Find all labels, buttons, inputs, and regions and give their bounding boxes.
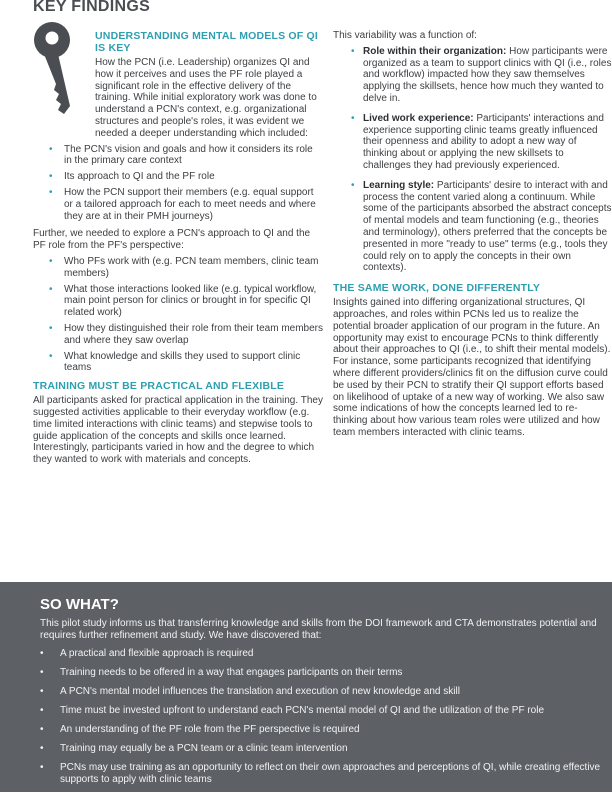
right-column (333, 30, 612, 443)
para-mental-models: How the PCN (i.e. Leadership) organizes QI and how it perceives and uses the PF role played a significant role in the effective delivery of the training. While initial exploratory work was done to understand a PCN's context, e.g. organizational structures and people's roles, it was evident we needed a deeper understanding which included: (95, 57, 317, 139)
para-pf-perspective: Further, we needed to explore a PCN's approach to QI and the PF role from the PF's perspective: (33, 228, 311, 252)
list-item: • PCNs may use training as an opportunity to reflect on their own approaches and perceptions of QI, while creating effective supports to apply with clinic teams (40, 762, 612, 785)
list-item: • Role within their organization: How participants were organized as a team to support clinics with QI (i.e., roles and workflow) impacted how they saw themselves applying the skillsets, hence how much they wanted to delve in. (333, 46, 612, 105)
list-item: • How they distinguished their role from their team members and where they saw overlap (33, 323, 323, 347)
heading-practical: TRAINING MUST BE PRACTICAL AND FLEXIBLE (33, 380, 285, 393)
list-item: • How the PCN support their members (e.g. equal support or a tailored approach for each to meet needs and where they are at in their PMH journeys) (33, 187, 323, 222)
list-pcn-understanding (33, 144, 323, 223)
list-item: • Its approach to QI and the PF role (33, 171, 323, 183)
so-what-intro: This pilot study informs us that transferring knowledge and skills from the DOI framework and CTA demonstrates potential and requires further refinement and study. We have discovered that: (40, 618, 597, 641)
para-same-work: Insights gained into differing organizational structures, QI approaches, and roles within PCNs led us to realize the potential broader application of our program in the future. An opportunity may exist to encourage PCNs to think differently about their approaches to QI (i.e., to shift their mental models). For instance, some participants recognized that identifying where different providers/clinics fit on the diffusion curve could be used by their PCN to stratify their QI support efforts based on likelihood of uptake of a new way of working. We also saw some indications of how the concepts learned led to re-thinking about how various team roles were utilized and how team members interacted with clinic teams. (333, 297, 611, 438)
list-item: • Lived work experience: Participants' interactions and experience supporting clinic teams greatly influenced their openness and ability to adopt a new way of thinking about or applying the new skillsets to challenges they had previously experienced. (333, 113, 612, 172)
list-item: • A PCN's mental model influences the translation and execution of new knowledge and skill (40, 686, 612, 698)
heading-same-work: THE SAME WORK, DONE DIFFERENTLY (333, 282, 541, 295)
so-what-list (40, 648, 612, 793)
list-item: • Who PFs work with (e.g. PCN team members, clinic team members) (33, 256, 323, 280)
para-practical: All participants asked for practical application in the training. They suggested activities applicable to their everyday workflow (e.g. time limited interactions with clinic teams) and stepwise tools to guide application of the concepts and skills once learned. Interestingly, participants varied in how and the degree to which they wanted to work with materials and concepts. (33, 395, 323, 466)
list-item: • A practical and flexible approach is required (40, 648, 612, 660)
list-pf-perspective (33, 256, 323, 374)
left-column (33, 30, 323, 470)
page-title: KEY FINDINGS (33, 0, 151, 15)
so-what-panel (0, 582, 612, 792)
so-what-title: SO WHAT? (40, 596, 119, 613)
list-item: • Time must be invested upfront to understand each PCN's mental model of QI and the utilization of the PF role (40, 705, 612, 717)
list-item: • An understanding of the PF role from the PF perspective is required (40, 724, 612, 736)
heading-mental-models: UNDERSTANDING MENTAL MODELS OF QI IS KEY (95, 30, 319, 54)
list-item: • What knowledge and skills they used to support clinic teams (33, 351, 323, 375)
variability-list (333, 46, 612, 274)
list-item: • The PCN's vision and goals and how it considers its role in the primary care context (33, 144, 323, 168)
list-item: • Training needs to be offered in a way that engages participants on their terms (40, 667, 612, 679)
list-item: • What those interactions looked like (e.g. typical workflow, main point person for clinics or brought in for specific QI related work) (33, 284, 323, 319)
list-item: • Learning style: Participants' desire to interact with and process the content varied along a continuum. While some of the participants absorbed the abstract concepts of mental models and team functioning (e.g., theories and terminology), others preferred that the concepts be presented in more "ready to use" terms (e.g., tools they could rely on to apply the concepts in their own contexts). (333, 180, 612, 274)
variability-intro: This variability was a function of: (333, 30, 477, 41)
list-item: • Training may equally be a PCN team or a clinic team intervention (40, 743, 612, 755)
